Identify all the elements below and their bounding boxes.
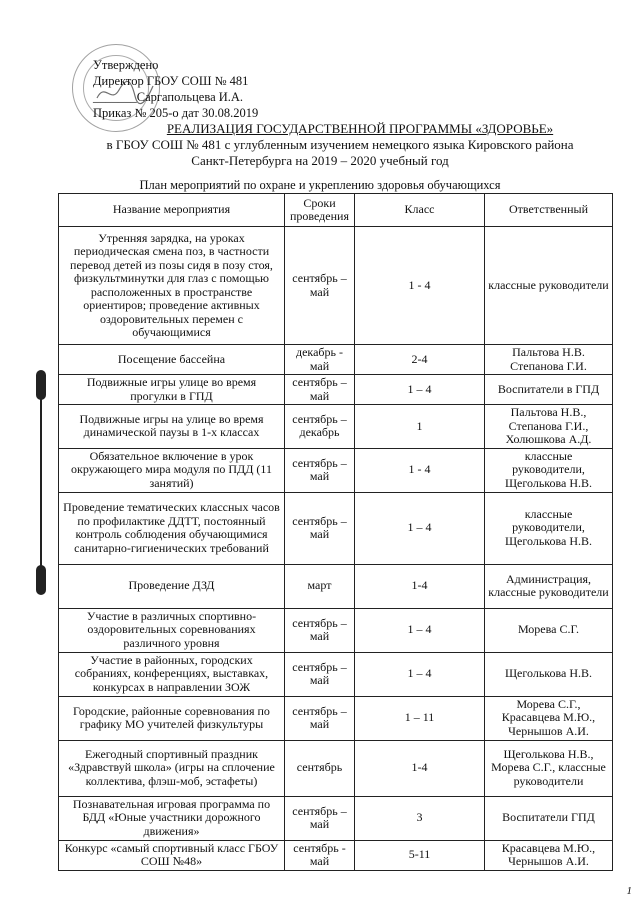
table-row: [59, 564, 613, 608]
responsible-cell: классные руководители: [485, 227, 613, 345]
table-row: [59, 227, 613, 345]
grade-cell: 2-4: [355, 345, 485, 375]
activity-cell: Участие в районных, городских собраниях, конференциях, выставках, конкурсах в направлении ЗОЖ: [59, 652, 285, 696]
academic-year: Санкт-Петербурга на 2019 – 2020 учебный год: [191, 153, 449, 168]
responsible-cell: Воспитатели в ГПД: [485, 375, 613, 405]
responsible-cell: Администрация, классные руководители: [485, 564, 613, 608]
responsible-cell: Морева С.Г., Красавцева М.Ю., Чернышов А.И.: [485, 696, 613, 740]
responsible-cell: Красавцева М.Ю., Чернышов А.И.: [485, 840, 613, 870]
responsible-cell: Щеголькова Н.В.: [485, 652, 613, 696]
responsible-cell: классные руководители, Щеголькова Н.В.: [485, 492, 613, 564]
activity-cell: Участие в различных спортивно-оздоровительных соревнованиях различного уровня: [59, 608, 285, 652]
activity-cell: Утренняя зарядка, на уроках периодическая смена поз, в частности перевод детей из позы сидя в позу стоя, физкультминутки для глаз с помощью расположенных в пространстве ориентиров; проведение активных оздоровительных перемен с обучающимися: [59, 227, 285, 345]
table-row: [59, 840, 613, 870]
health-activities-table: [58, 193, 613, 871]
binder-edge: [40, 398, 42, 568]
dates-cell: сентябрь – май: [285, 227, 355, 345]
table-row: [59, 796, 613, 840]
grade-cell: 1: [355, 405, 485, 449]
dates-cell: сентябрь – май: [285, 448, 355, 492]
table-caption: План мероприятий по охране и укреплению здоровья обучающихся: [139, 178, 501, 192]
grade-cell: 1 – 11: [355, 696, 485, 740]
activity-cell: Посещение бассейна: [59, 345, 285, 375]
grade-cell: 1 – 4: [355, 492, 485, 564]
dates-cell: сентябрь – май: [285, 696, 355, 740]
header-activity: Название мероприятия: [59, 194, 285, 227]
table-row: [59, 696, 613, 740]
table-row: [59, 345, 613, 375]
school-name: в ГБОУ СОШ № 481 с углубленным изучением немецкого языка Кировского района: [106, 137, 574, 152]
grade-cell: 1 - 4: [355, 227, 485, 345]
dates-cell: март: [285, 564, 355, 608]
header-responsible: Ответственный: [485, 194, 613, 227]
approval-signature-line: _______Саргапольцева И.А.: [93, 90, 244, 104]
activity-cell: Городские, районные соревнования по графику МО учителей физкультуры: [59, 696, 285, 740]
dates-cell: сентябрь – май: [285, 492, 355, 564]
grade-cell: 3: [355, 796, 485, 840]
activity-cell: Проведение ДЗД: [59, 564, 285, 608]
grade-cell: 1-4: [355, 564, 485, 608]
grade-cell: 1 – 4: [355, 608, 485, 652]
activity-cell: Конкурс «самый спортивный класс ГБОУ СОШ №48»: [59, 840, 285, 870]
grade-cell: 5-11: [355, 840, 485, 870]
header-grade: Класс: [355, 194, 485, 227]
activity-cell: Подвижные игры улице во время прогулки в ГПД: [59, 375, 285, 405]
responsible-cell: Воспитатели ГПД: [485, 796, 613, 840]
table-row: [59, 740, 613, 796]
grade-cell: 1 - 4: [355, 448, 485, 492]
table-row: [59, 405, 613, 449]
grade-cell: 1-4: [355, 740, 485, 796]
responsible-cell: классные руководители, Щеголькова Н.В.: [485, 448, 613, 492]
responsible-cell: Щеголькова Н.В., Морева С.Г., классные руководители: [485, 740, 613, 796]
table-row: [59, 375, 613, 405]
activity-cell: Проведение тематических классных часов по профилактике ДДТТ, постоянный контроль соблюдения обучающимися санитарно-гигиенических требований: [59, 492, 285, 564]
dates-cell: сентябрь - май: [285, 840, 355, 870]
activity-cell: Познавательная игровая программа по БДД «Юные участники дорожного движения»: [59, 796, 285, 840]
dates-cell: сентябрь – май: [285, 375, 355, 405]
approval-order: Приказ № 205-о дат 30.08.2019: [93, 106, 259, 120]
dates-cell: сентябрь – май: [285, 652, 355, 696]
grade-cell: 1 – 4: [355, 375, 485, 405]
responsible-cell: Морева С.Г.: [485, 608, 613, 652]
table-row: [59, 492, 613, 564]
table-row: [59, 448, 613, 492]
activity-cell: Ежегодный спортивный праздник «Здравствуй школа» (игры на сплочение коллектива, флэш-моб, эстафеты): [59, 740, 285, 796]
table-row: [59, 608, 613, 652]
binder-clip-bottom: [36, 565, 46, 595]
dates-cell: сентябрь – декабрь: [285, 405, 355, 449]
grade-cell: 1 – 4: [355, 652, 485, 696]
table-row: [59, 652, 613, 696]
dates-cell: сентябрь – май: [285, 796, 355, 840]
table-header-row: [59, 194, 613, 227]
dates-cell: сентябрь – май: [285, 608, 355, 652]
activity-cell: Обязательное включение в урок окружающего мира модуля по ПДД (11 занятий): [59, 448, 285, 492]
responsible-cell: Пальтова Н.В., Степанова Г.И., Холюшкова А.Д.: [485, 405, 613, 449]
dates-cell: сентябрь: [285, 740, 355, 796]
program-title: РЕАЛИЗАЦИЯ ГОСУДАРСТВЕННОЙ ПРОГРАММЫ «ЗДОРОВЬЕ»: [166, 121, 554, 136]
responsible-cell: Пальтова Н.В. Степанова Г.И.: [485, 345, 613, 375]
binder-clip-top: [36, 370, 46, 400]
approval-title: Утверждено: [93, 58, 159, 72]
approval-director: Директор ГБОУ СОШ № 481: [93, 74, 249, 88]
activity-cell: Подвижные игры на улице во время динамической паузы в 1-х классах: [59, 405, 285, 449]
dates-cell: декабрь - май: [285, 345, 355, 375]
header-dates: Сроки проведения: [285, 194, 355, 227]
page-number: 1: [626, 885, 632, 897]
